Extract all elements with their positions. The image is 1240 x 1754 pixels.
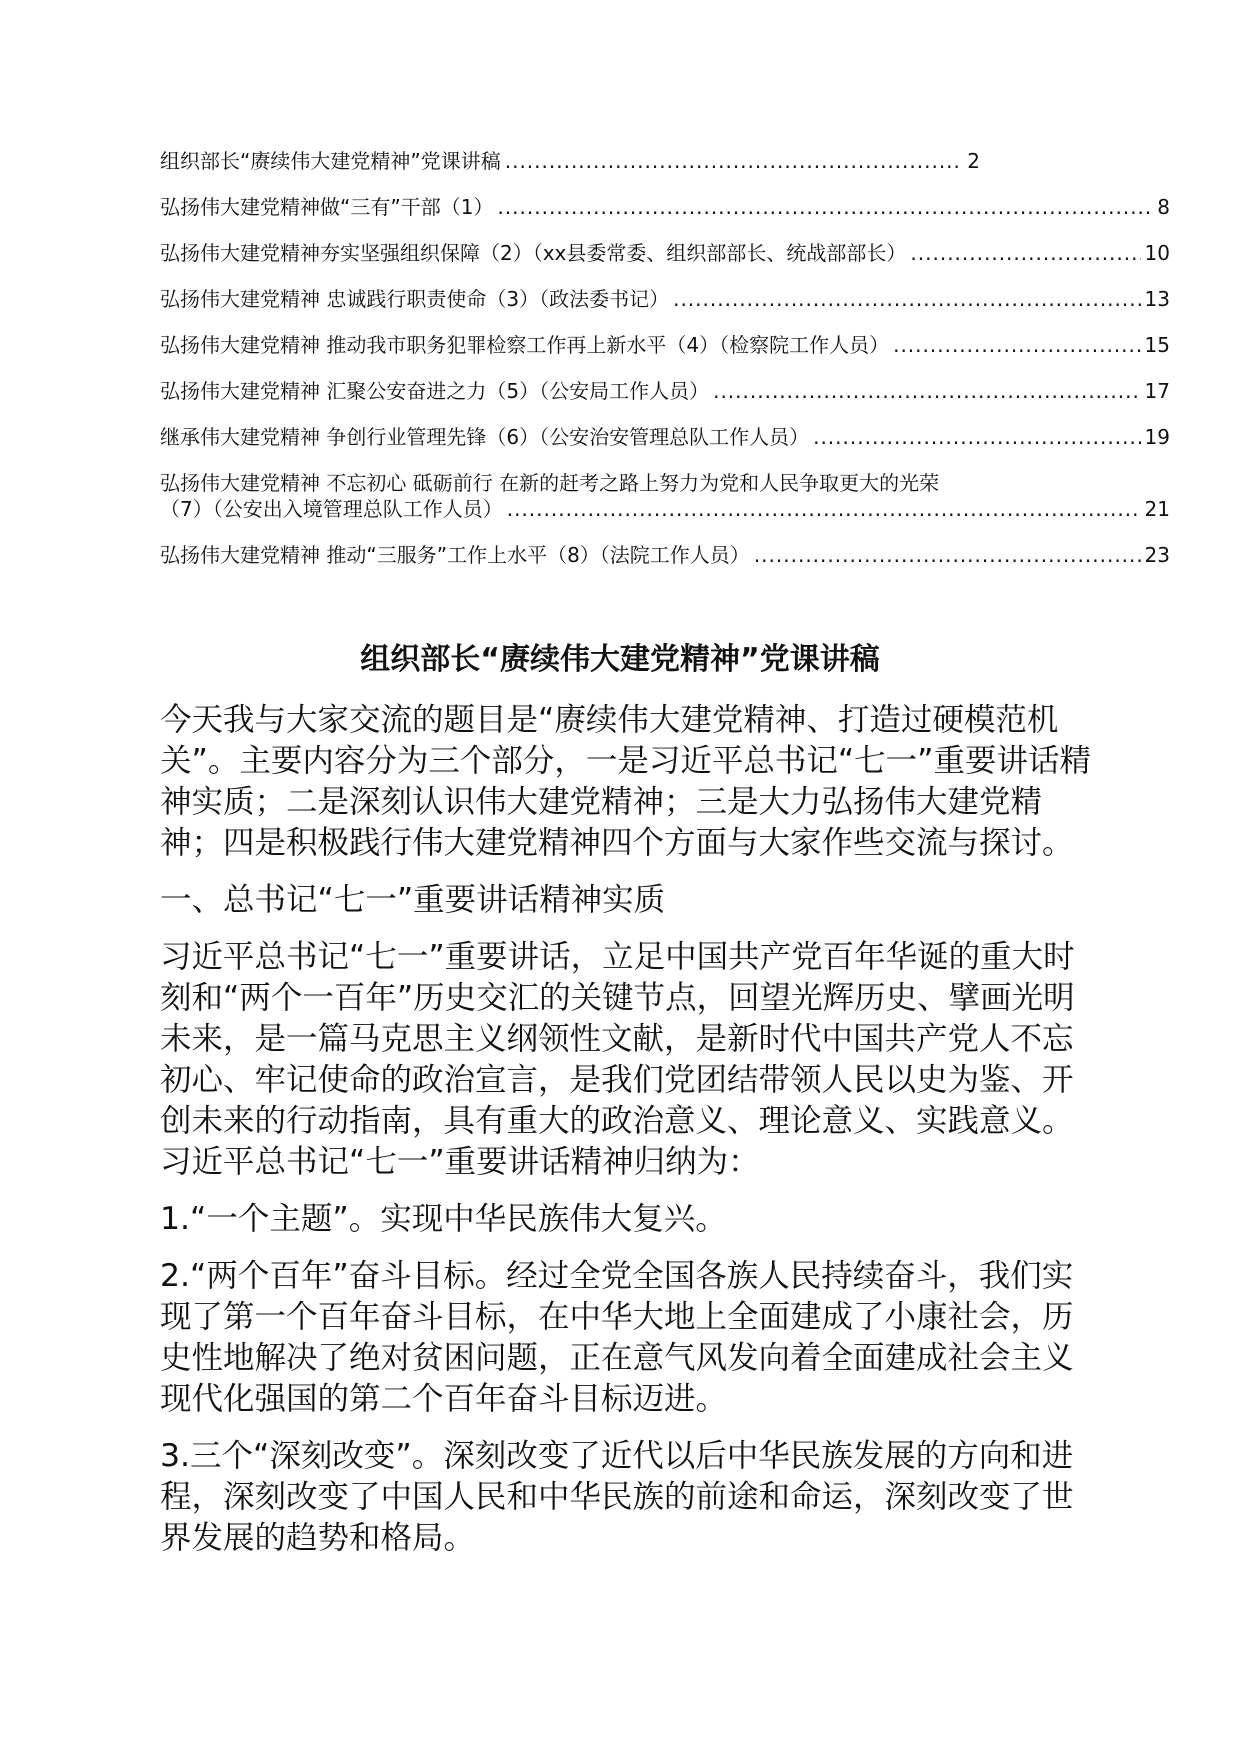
toc-entry-title: 弘扬伟大建党精神 推动我市职务犯罪检察工作再上新水平（4）（检察院工作人员） <box>160 333 890 357</box>
paragraph: 今天我与大家交流的题目是“赓续伟大建党精神、打造过硬模范机关”。主要内容分为三个部分，一是习近平总书记“七一”重要讲话精神实质；二是深刻认识伟大建党精神；三是大力弘扬伟大建党精神；四是积极践行伟大建党精神四个方面与大家作些交流与探讨。 <box>160 702 1091 861</box>
toc-entry-page: 21 <box>1144 497 1170 521</box>
toc-entry-page: 17 <box>1144 379 1170 403</box>
toc-leader-dots <box>673 286 1140 312</box>
table-of-contents <box>160 148 1170 568</box>
toc-leader-dots <box>893 332 1140 358</box>
toc-entry-title: 弘扬伟大建党精神 汇聚公安奋进之力（5）（公安局工作人员） <box>160 379 710 403</box>
toc-entry[interactable] <box>160 424 1170 450</box>
toc-leader-dots <box>507 496 1141 522</box>
toc-entry[interactable] <box>160 286 1170 312</box>
toc-entry-page: 23 <box>1144 543 1170 567</box>
toc-entry-title: 弘扬伟大建党精神 不忘初心 砥砺前行 在新的赶考之路上努力为党和人民争取更大的光荣 <box>160 471 940 495</box>
toc-entry[interactable] <box>160 542 1170 568</box>
toc-entry[interactable] <box>160 470 1170 522</box>
section-heading: 一、总书记“七一”重要讲话精神实质 <box>160 882 666 918</box>
toc-leader-dots <box>754 542 1141 568</box>
toc-leader-dots <box>910 240 1140 266</box>
toc-entry-title: 弘扬伟大建党精神 推动“三服务”工作上水平（8）（法院工作人员） <box>160 543 750 567</box>
toc-entry-page: 2 <box>967 149 980 173</box>
paragraph: 3.三个“深刻改变”。深刻改变了近代以后中华民族发展的方向和进程，深刻改变了中国人民和中华民族的前途和命运，深刻改变了世界发展的趋势和格局。 <box>160 1438 1074 1556</box>
toc-entry-title-continued: （7）（公安出入境管理总队工作人员） <box>160 497 503 521</box>
toc-leader-dots <box>505 148 964 174</box>
toc-leader-dots <box>813 424 1140 450</box>
toc-entry-title: 继承伟大建党精神 争创行业管理先锋（6）（公安治安管理总队工作人员） <box>160 425 810 449</box>
toc-entry-page: 19 <box>1144 425 1170 449</box>
toc-leader-dots <box>713 378 1140 404</box>
paragraph: 2.“两个百年”奋斗目标。经过全党全国各族人民持续奋斗，我们实现了第一个百年奋斗目标，在中华大地上全面建成了小康社会，历史性地解决了绝对贫困问题，正在意气风发向着全面建成社会主义现代化强国的第二个百年奋斗目标迈进。 <box>160 1258 1074 1417</box>
toc-entry-title: 弘扬伟大建党精神做“三有”干部（1） <box>160 195 494 219</box>
toc-entry-page: 8 <box>1157 195 1170 219</box>
paragraph: 1.“一个主题”。实现中华民族伟大复兴。 <box>160 1201 727 1237</box>
document-title: 组织部长“赓续伟大建党精神”党课讲稿 <box>360 642 880 677</box>
toc-entry-page: 10 <box>1144 241 1170 265</box>
toc-entry[interactable] <box>160 378 1170 404</box>
toc-entry[interactable] <box>160 148 980 174</box>
toc-entry-page: 13 <box>1144 287 1170 311</box>
toc-entry[interactable] <box>160 194 1170 220</box>
toc-entry-title: 组织部长“赓续伟大建党精神”党课讲稿 <box>160 149 501 173</box>
toc-entry-page: 15 <box>1144 333 1170 357</box>
toc-entry[interactable] <box>160 240 1170 266</box>
toc-entry-title: 弘扬伟大建党精神夯实坚强组织保障（2）（xx县委常委、组织部部长、统战部部长） <box>160 241 907 265</box>
paragraph: 习近平总书记“七一”重要讲话，立足中国共产党百年华诞的重大时刻和“两个一百年”历史交汇的关键节点，回望光辉历史、擘画光明未来，是一篇马克思主义纲领性文献，是新时代中国共产党人不忘初心、牢记使命的政治宣言，是我们党团结带领人民以史为鉴、开创未来的行动指南，具有重大的政治意义、理论意义、实践意义。习近平总书记“七一”重要讲话精神归纳为： <box>160 939 1075 1180</box>
toc-entry[interactable] <box>160 332 1170 358</box>
toc-leader-dots <box>497 194 1153 220</box>
toc-entry-title: 弘扬伟大建党精神 忠诚践行职责使命（3）（政法委书记） <box>160 287 670 311</box>
document-body <box>160 700 1100 1559</box>
